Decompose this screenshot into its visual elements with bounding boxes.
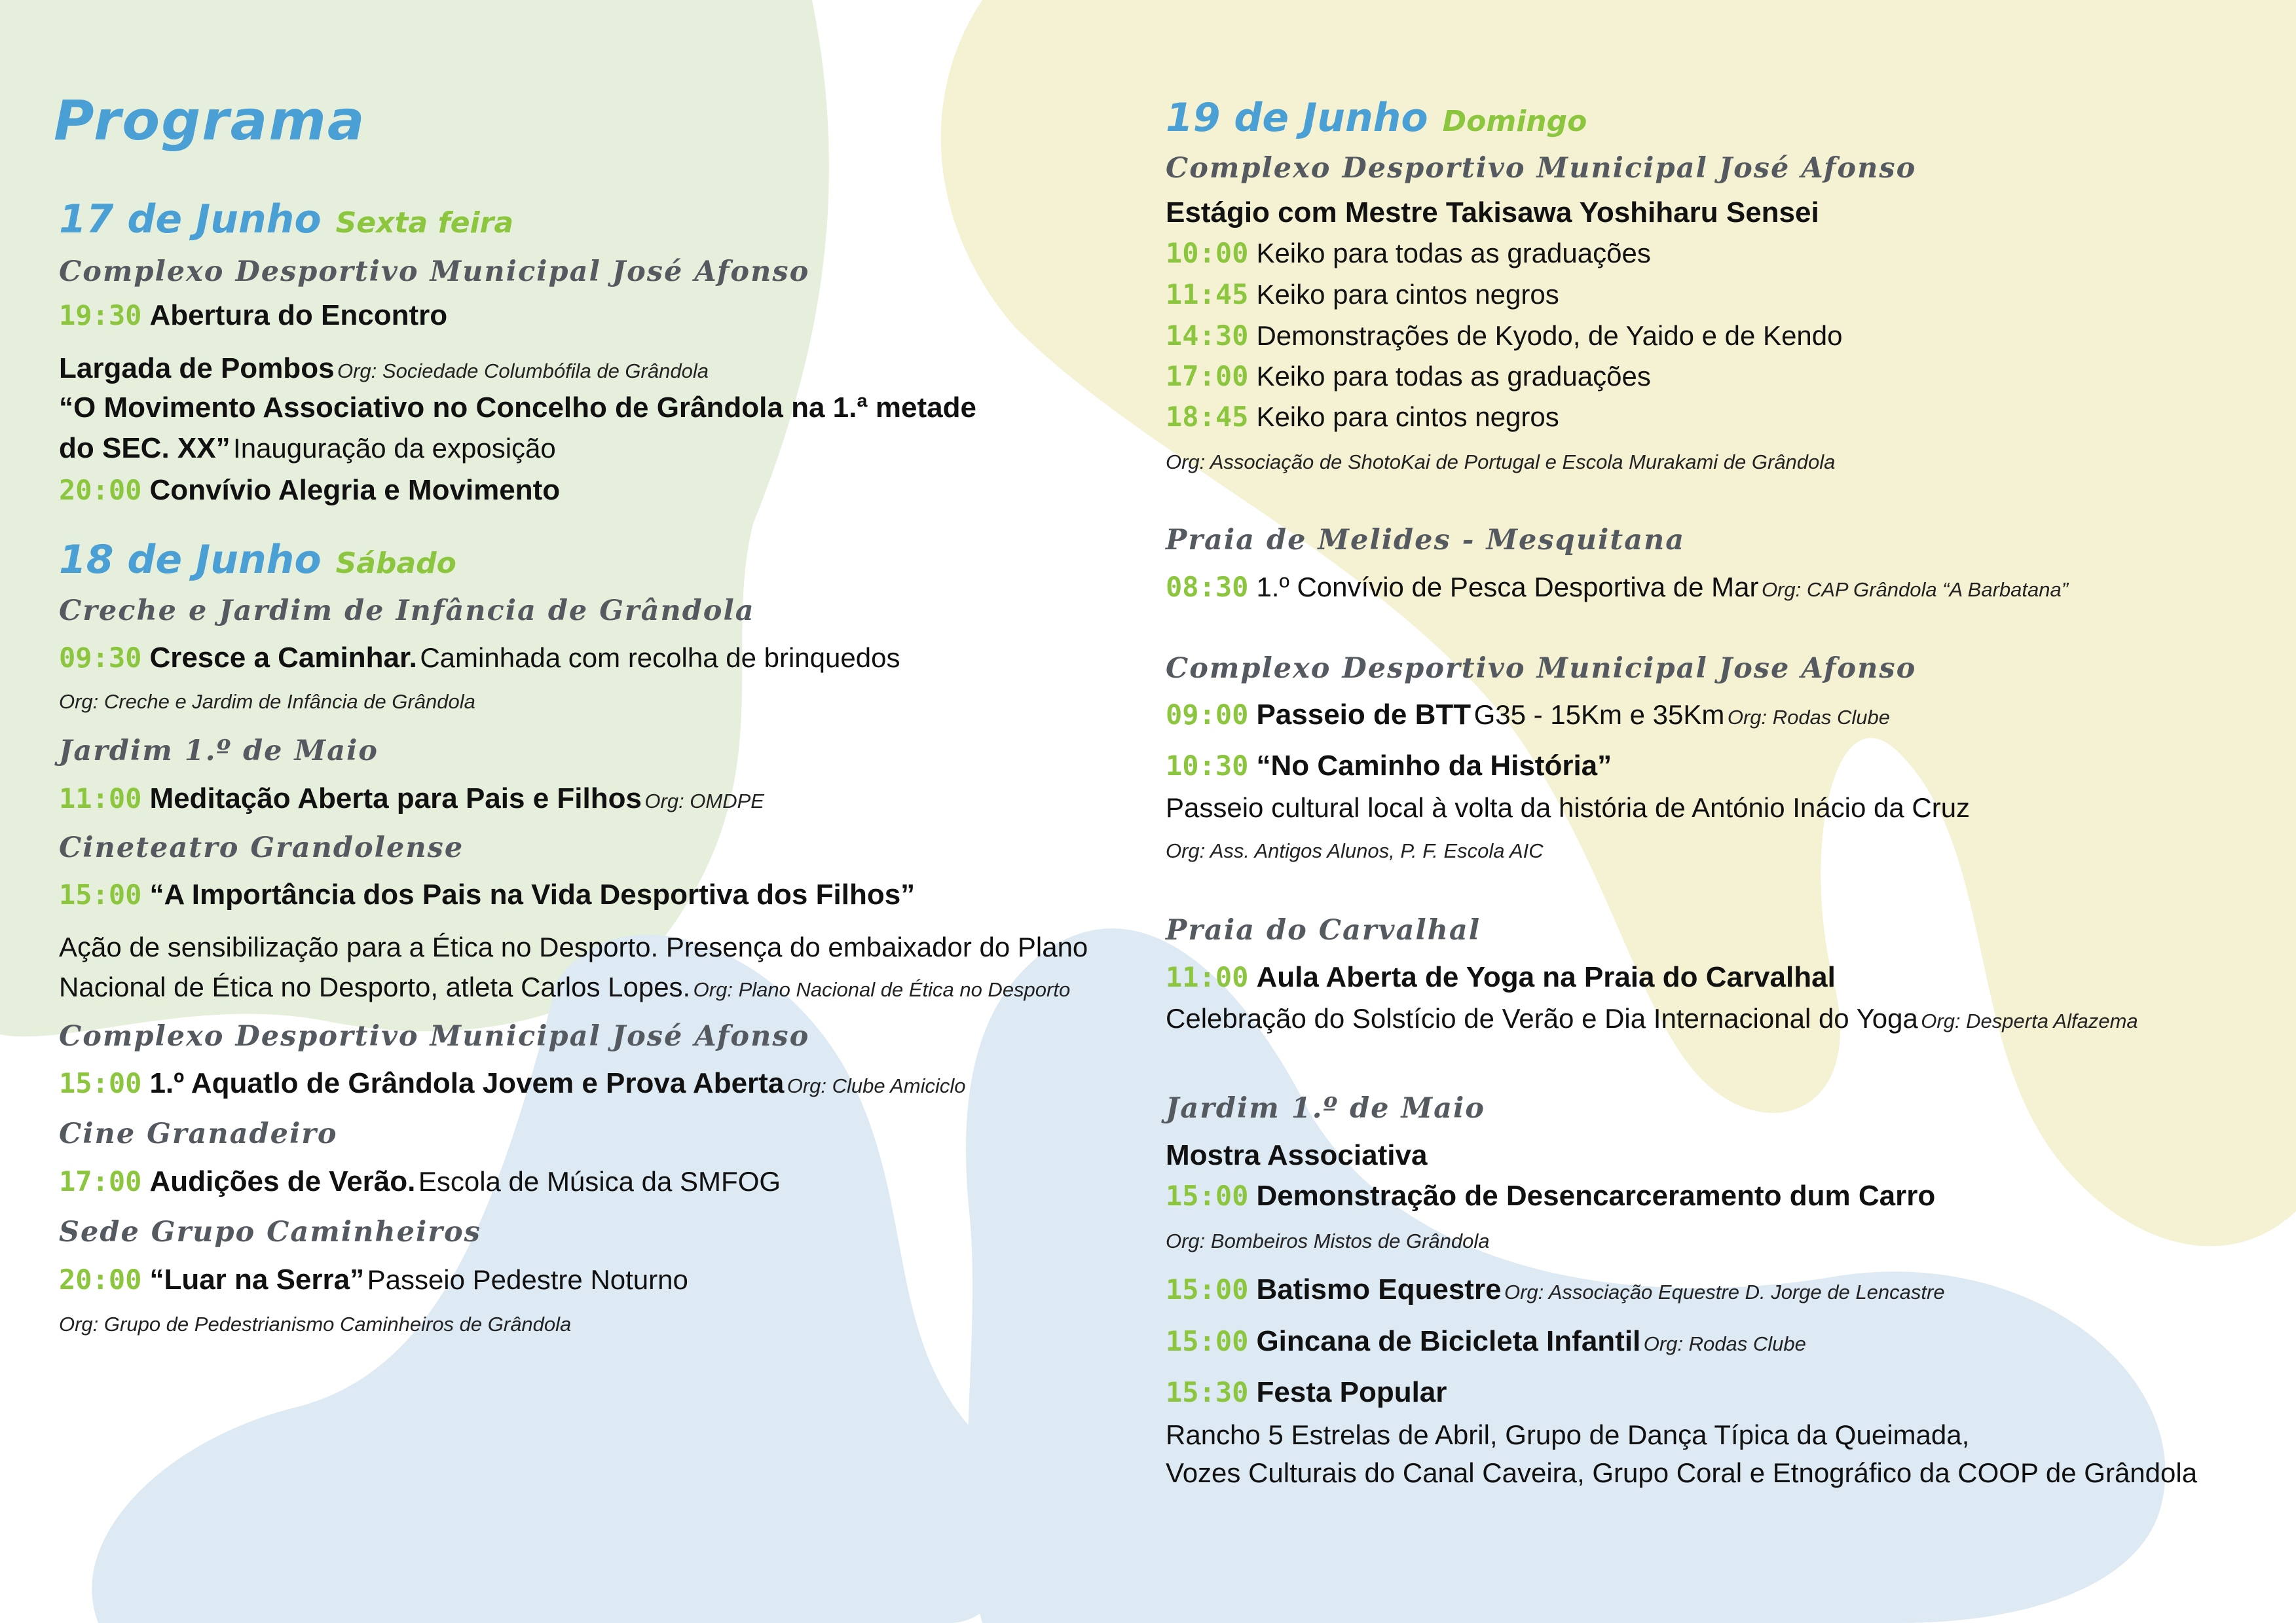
event-title: Largada de Pombos (59, 352, 335, 384)
event-title: Abertura do Encontro (149, 299, 448, 331)
event-title: Passeio de BTT (1256, 699, 1472, 731)
event-title: Aula Aberta de Yoga na Praia do Carvalhal (1256, 961, 1836, 993)
day19-event-4-desc (1166, 1003, 2138, 1034)
event-title: Keiko para cintos negros (1256, 279, 1559, 310)
day19-venue-2: Praia de Melides - Mesquitana (1166, 524, 1686, 556)
event-org: Org: Rodas Clube (1643, 1332, 1806, 1355)
event-org: Org: CAP Grândola “A Barbatana” (1761, 578, 2069, 601)
day17-date: 17 de Junho (59, 196, 322, 242)
event-org: Org: OMDPE (644, 790, 764, 812)
day17-event-1 (59, 299, 447, 332)
event-time: 11:00 (59, 782, 142, 814)
day19-event-1-item (1166, 237, 1651, 269)
event-title: Demonstrações de Kyodo, de Yaido e de Kendo (1256, 320, 1843, 351)
day19-event-2 (1166, 571, 2068, 603)
event-time: 11:00 (1166, 961, 1249, 993)
day19-event-5a-org: Org: Bombeiros Mistos de Grândola (1166, 1230, 1490, 1252)
day19-event-1-item (1166, 401, 1559, 433)
event-time: 15:00 (59, 1067, 142, 1099)
event-time: 20:00 (59, 1264, 142, 1296)
day17-header (59, 196, 513, 242)
day18-venue-4: Complexo Desportivo Municipal José Afonso (59, 1020, 810, 1053)
event-time: 15:00 (1166, 1325, 1249, 1357)
day19-event-1-item (1166, 360, 1651, 392)
event-org: Org: Sociedade Columbófila de Grândola (337, 359, 709, 382)
day19-event-3b-org: Org: Ass. Antigos Alunos, P. F. Escola AIC (1166, 839, 1544, 862)
event-desc: Inauguração da exposição (233, 433, 556, 464)
event-org: Org: Clube Amiciclo (787, 1074, 966, 1097)
day18-event-3 (59, 879, 915, 911)
day18-event-5 (59, 1165, 781, 1198)
day18-event-1 (59, 642, 900, 674)
event-time: 10:00 (1166, 237, 1249, 269)
event-title: Cresce a Caminhar. (149, 642, 417, 674)
page-title: Programa (54, 88, 366, 153)
event-org: Org: Associação Equestre D. Jorge de Lencastre (1504, 1281, 1945, 1304)
event-title: 1.º Convívio de Pesca Desportiva de Mar (1256, 572, 1759, 602)
day18-event-6 (59, 1264, 688, 1296)
day18-event-3-desc-1: Ação de sensibilização para a Ética no Desporto. Presença do embaixador do Plano (59, 932, 1088, 962)
event-title: Keiko para cintos negros (1256, 401, 1559, 432)
event-time: 10:30 (1166, 750, 1249, 782)
event-org: Org: Plano Nacional de Ética no Desporto (693, 978, 1071, 1001)
day19-venue-5: Jardim 1.º de Maio (1166, 1092, 1485, 1125)
day19-event-1-item (1166, 278, 1559, 310)
event-time: 15:00 (1166, 1180, 1249, 1212)
day18-weekday: Sábado (335, 547, 456, 580)
event-title: 1.º Aquatlo de Grândola Jovem e Prova Aberta (149, 1067, 785, 1099)
day18-event-3-desc-2 (59, 972, 1070, 1003)
day19-event-3 (1166, 699, 1890, 731)
day19-event-3b-desc: Passeio cultural local à volta da história de António Inácio da Cruz (1166, 792, 1971, 823)
day18-header (59, 537, 456, 583)
day18-event-4 (59, 1067, 966, 1100)
day18-venue-5: Cine Granadeiro (59, 1118, 338, 1150)
day19-event-5b (1166, 1273, 1945, 1306)
day17-venue: Complexo Desportivo Municipal José Afonso (59, 255, 810, 288)
day18-event-6-org: Org: Grupo de Pedestrianismo Caminheiros de Grândola (59, 1313, 572, 1336)
day18-event-1-org: Org: Creche e Jardim de Infância de Grândola (59, 690, 475, 713)
day17-event-3-line2 (59, 432, 556, 465)
day19-venue-3: Complexo Desportivo Municipal Jose Afonso (1166, 652, 1917, 685)
event-title: Batismo Equestre (1256, 1273, 1502, 1305)
day17-event-3-line1: “O Movimento Associativo no Concelho de Grândola na 1.ª metade (59, 392, 976, 424)
event-desc: G35 - 15Km e 35Km (1473, 699, 1725, 730)
event-desc: Caminhada com recolha de brinquedos (420, 642, 900, 673)
day19-weekday: Domingo (1442, 105, 1587, 138)
event-title: Convívio Alegria e Movimento (149, 474, 561, 506)
day19-event-1-org: Org: Associação de ShotoKai de Portugal e Escola Murakami de Grândola (1166, 450, 1836, 473)
event-time: 09:00 (1166, 699, 1249, 731)
event-time: 19:30 (59, 299, 142, 331)
day18-venue-2: Jardim 1.º de Maio (59, 735, 379, 767)
day19-event-5d-desc-1: Rancho 5 Estrelas de Abril, Grupo de Dança Típica da Queimada, (1166, 1419, 1970, 1450)
day19-header (1166, 95, 1587, 141)
event-time: 20:00 (59, 474, 142, 506)
event-desc: Nacional de Ética no Desporto, atleta Carlos Lopes. (59, 972, 691, 1002)
event-desc: Celebração do Solstício de Verão e Dia Internacional do Yoga (1166, 1003, 1918, 1034)
event-title: Keiko para todas as graduações (1256, 361, 1651, 392)
event-time: 18:45 (1166, 401, 1249, 433)
day17-event-4 (59, 474, 560, 507)
event-time: 14:30 (1166, 319, 1249, 352)
event-title: Festa Popular (1256, 1376, 1447, 1408)
day19-venue-4: Praia do Carvalhal (1166, 914, 1481, 947)
day19-event-5a (1166, 1180, 1935, 1213)
day19-event-1-head: Estágio com Mestre Takisawa Yoshiharu Sensei (1166, 196, 1819, 228)
event-title: “No Caminho da História” (1256, 750, 1612, 782)
event-title: Demonstração de Desencarceramento dum Carro (1256, 1180, 1936, 1212)
day17-weekday: Sexta feira (335, 206, 514, 240)
day19-event-1-item (1166, 319, 1843, 352)
event-org: Org: Desperta Alfazema (1921, 1010, 2138, 1032)
event-title: do SEC. XX” (59, 432, 231, 464)
day19-event-5c (1166, 1325, 1806, 1358)
event-title: Audições de Verão. (149, 1165, 416, 1197)
event-desc: Escola de Música da SMFOG (418, 1166, 781, 1197)
day17-event-2 (59, 352, 709, 385)
day19-event-5d (1166, 1376, 1447, 1409)
event-time: 11:45 (1166, 278, 1249, 310)
event-title: Keiko para todas as graduações (1256, 238, 1651, 268)
day18-date: 18 de Junho (59, 537, 322, 583)
event-title: Meditação Aberta para Pais e Filhos (149, 782, 642, 814)
event-time: 15:00 (1166, 1273, 1249, 1305)
day18-event-2 (59, 782, 764, 815)
day18-venue-1: Creche e Jardim de Infância de Grândola (59, 594, 755, 627)
event-title: Gincana de Bicicleta Infantil (1256, 1325, 1641, 1357)
day19-event-4 (1166, 961, 1836, 994)
day19-venue-1: Complexo Desportivo Municipal José Afonso (1166, 152, 1917, 185)
event-time: 08:30 (1166, 571, 1249, 603)
day19-event-5d-desc-2: Vozes Culturais do Canal Caveira, Grupo Coral e Etnográfico da COOP de Grândola (1166, 1457, 2198, 1488)
day19-event-3b (1166, 750, 1612, 782)
event-time: 09:30 (59, 642, 142, 674)
event-title: “A Importância dos Pais na Vida Desportiva dos Filhos” (149, 879, 916, 911)
event-desc: Passeio Pedestre Noturno (367, 1264, 688, 1295)
event-time: 17:00 (59, 1165, 142, 1197)
event-org: Org: Rodas Clube (1727, 706, 1890, 729)
day19-event-5-head: Mostra Associativa (1166, 1139, 1428, 1171)
day18-venue-6: Sede Grupo Caminheiros (59, 1216, 481, 1249)
event-time: 17:00 (1166, 360, 1249, 392)
day18-venue-3: Cineteatro Grandolense (59, 831, 464, 864)
event-time: 15:00 (59, 879, 142, 911)
event-time: 15:30 (1166, 1376, 1249, 1408)
event-title: “Luar na Serra” (149, 1264, 365, 1296)
day19-date: 19 de Junho (1166, 95, 1428, 141)
